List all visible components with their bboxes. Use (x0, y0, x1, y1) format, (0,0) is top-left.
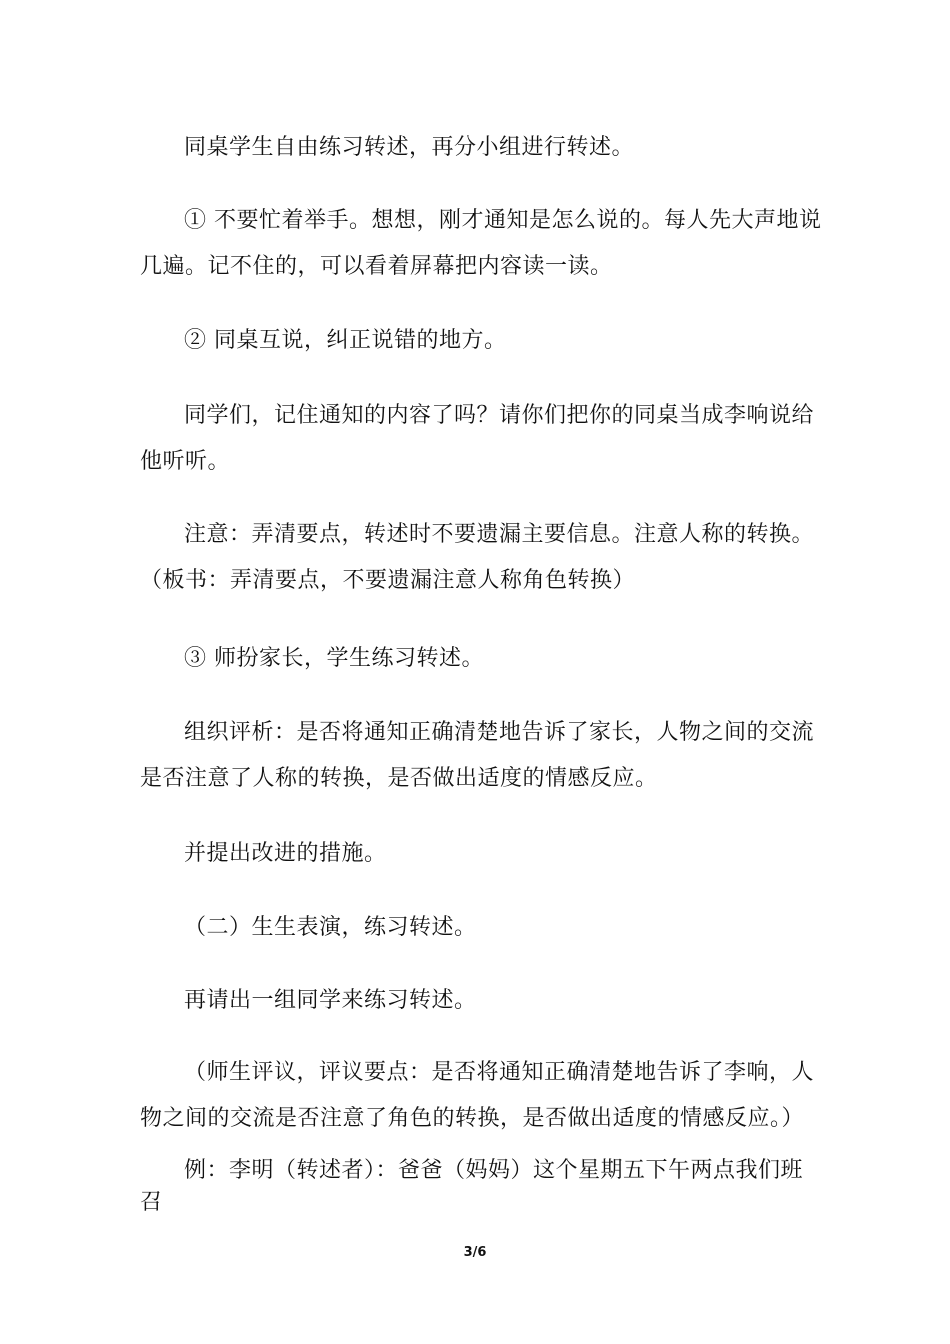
paragraph-6: ③ 师扮家长，学生练习转述。 (184, 646, 484, 671)
paragraph-11: （师生评议，评议要点：是否将通知正确清楚地告诉了李响，人物之间的交流是否注意了角色的转换，是否做出适度的情感反应。） (140, 1060, 815, 1131)
paragraph-1: 同桌学生自由练习转述，再分小组进行转述。 (184, 135, 635, 160)
paragraph-4: 同学们，记住通知的内容了吗？请你们把你的同桌当成李响说给他听听。 (140, 403, 815, 474)
paragraph-3: ② 同桌互说，纠正说错的地方。 (184, 328, 507, 353)
paragraph-8: 并提出改进的措施。 (184, 841, 387, 866)
paragraph-9: （二）生生表演，练习转述。 (184, 915, 477, 940)
page-number: 3/6 (463, 1245, 487, 1260)
paragraph-2: ① 不要忙着举手。想想，刚才通知是怎么说的。每人先大声地说几遍。记不住的，可以看着屏幕把内容读一读。 (140, 208, 822, 279)
paragraph-5: 注意：弄清要点，转述时不要遗漏主要信息。注意人称的转换。（板书：弄清要点，不要遗漏注意人称角色转换） (140, 522, 815, 593)
paragraph-12: 例：李明（转述者）：爸爸（妈妈）这个星期五下午两点我们班召 (140, 1158, 804, 1215)
paragraph-7: 组织评析：是否将通知正确清楚地告诉了家长，人物之间的交流是否注意了人称的转换，是否做出适度的情感反应。 (140, 720, 815, 791)
paragraph-10: 再请出一组同学来练习转述。 (184, 988, 477, 1013)
